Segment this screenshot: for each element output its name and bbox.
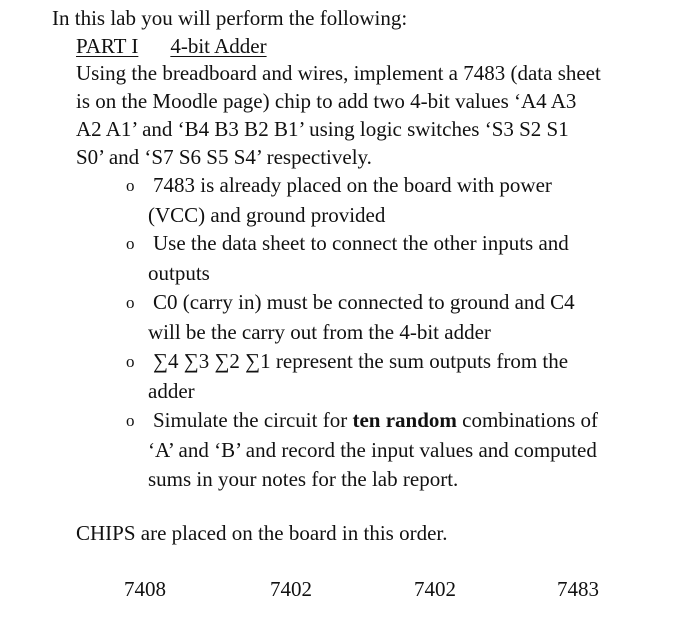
paragraph-line: A2 A1’ and ‘B4 B3 B2 B1’ using logic switches ‘S3 S2 S1: [76, 117, 569, 141]
part-label: PART I: [76, 34, 139, 58]
paragraph-line: is on the Moodle page) chip to add two 4-bit values ‘A4 A3: [76, 89, 577, 113]
bullet-marker-icon: o: [126, 176, 135, 195]
bullet-line: C0 (carry in) must be connected to ground and C4: [153, 290, 575, 314]
chip-label: 7408: [124, 577, 166, 601]
chips-heading: CHIPS are placed on the board in this order.: [76, 521, 448, 545]
instructions-paragraph: [76, 59, 686, 171]
bullet-line: outputs: [148, 260, 210, 285]
emphasis-text: ten random: [352, 408, 457, 432]
bullet-line: ‘A’ and ‘B’ and record the input values and computed: [148, 437, 597, 462]
chip-label: 7402: [270, 577, 312, 601]
bullet-line: sums in your notes for the lab report.: [148, 467, 459, 491]
bullet-marker-icon: o: [126, 293, 135, 312]
bullet-marker-icon: o: [126, 411, 135, 430]
bullet-line: ∑4 ∑3 ∑2 ∑1 represent the sum outputs from the: [153, 349, 569, 373]
bullet-line: will be the carry out from the 4-bit adder: [148, 319, 491, 344]
bullet-text: Simulate the circuit for: [153, 408, 353, 432]
bullet-line: (VCC) and ground provided: [148, 202, 386, 227]
part-title: 4-bit Adder: [170, 34, 267, 58]
bullet-line: Use the data sheet to connect the other inputs and: [153, 231, 569, 255]
bullet-text: combinations of: [456, 408, 599, 432]
part-heading: [76, 32, 267, 60]
chip-label: 7483: [557, 577, 599, 601]
bullet-line: adder: [148, 378, 195, 403]
intro-text: In this lab you will perform the following:: [52, 6, 408, 30]
bullet-line: [153, 406, 598, 436]
bullet-marker-icon: o: [126, 234, 135, 253]
chip-label: 7402: [414, 577, 456, 601]
bullet-marker-icon: o: [126, 352, 135, 371]
paragraph-line: Using the breadboard and wires, implement a 7483 (data sheet: [76, 61, 601, 85]
paragraph-line: S0’ and ‘S7 S6 S5 S4’ respectively.: [76, 145, 372, 169]
bullet-line: 7483 is already placed on the board with power: [153, 173, 552, 197]
